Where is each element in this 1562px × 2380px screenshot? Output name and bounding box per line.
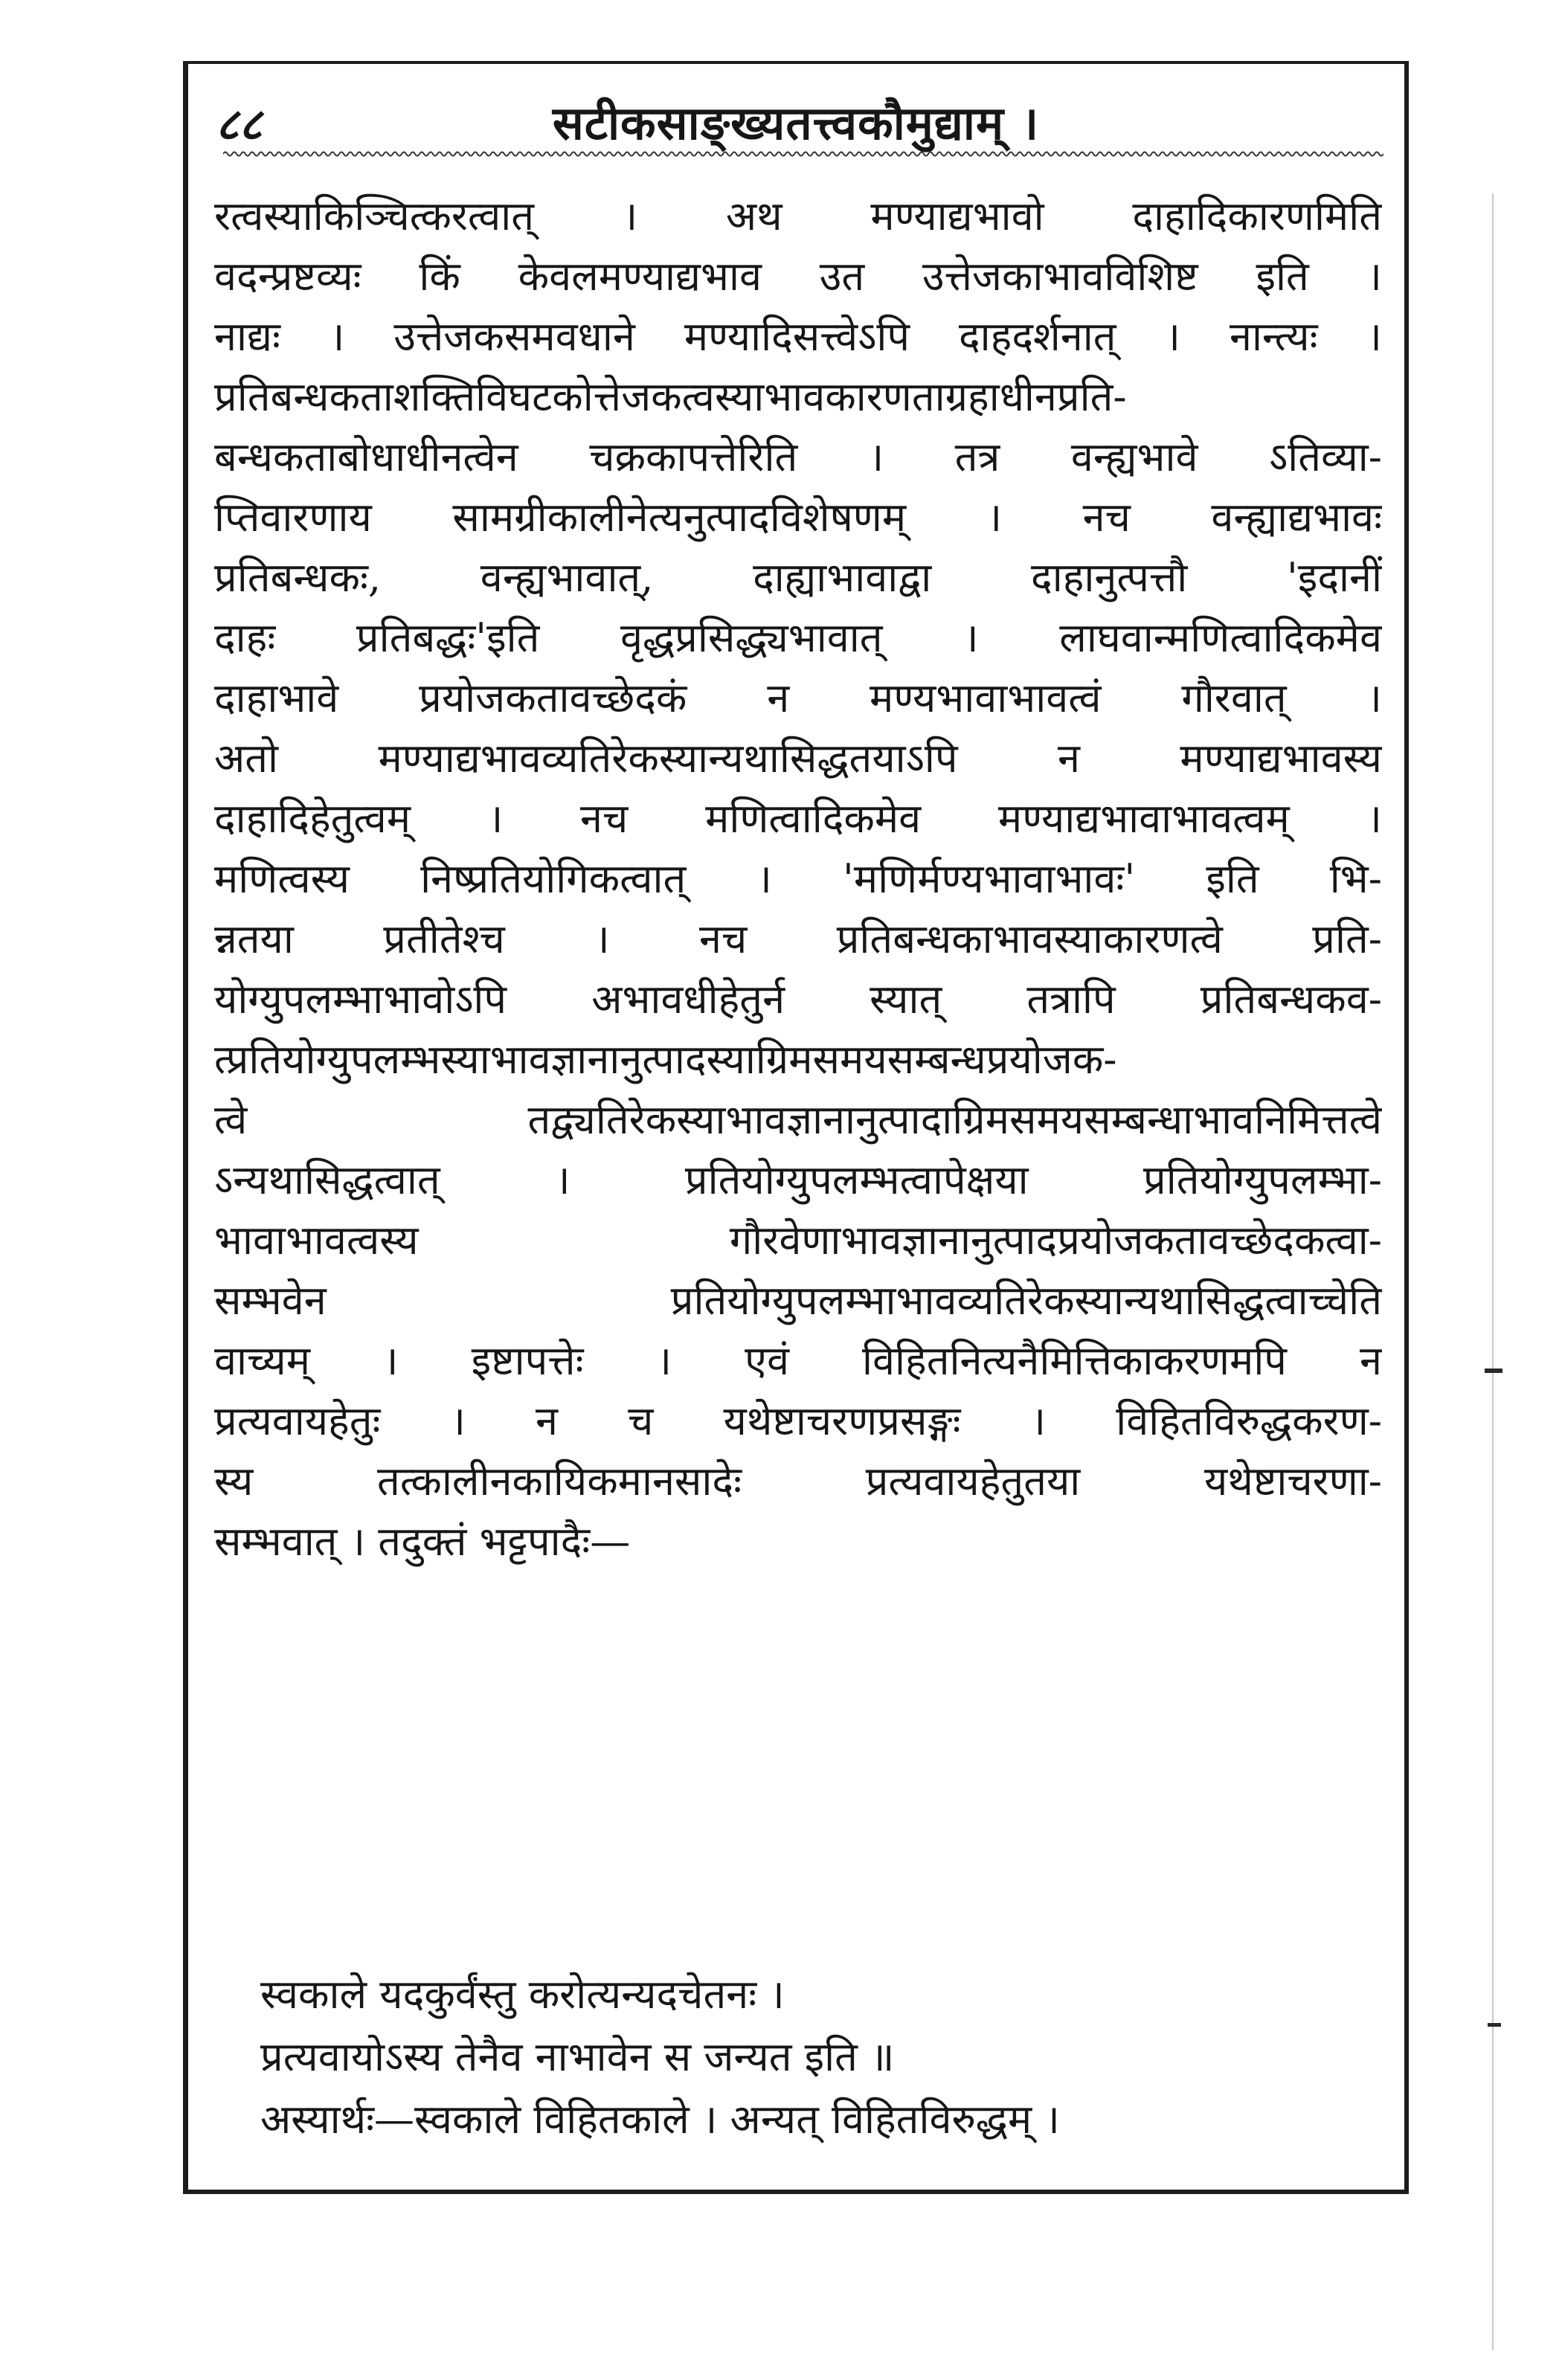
text-line: वाच्यम् । इष्टापत्तेः । एवं विहितनित्यनैमित्तिकाकरणमपि न [214, 1337, 1382, 1384]
gloss-line: अस्यार्थः—स्वकाले विहितकाले । अन्यत् विहितविरुद्धम् । [260, 2096, 1060, 2143]
text-line: दाहादिहेतुत्वम् । नच मणित्वादिकमेव मण्याद्यभावाभावत्वम् । [214, 795, 1382, 842]
text-line: नाद्यः । उत्तेजकसमवधाने मण्यादिसत्त्वेऽपि दाहदर्शनात् । नान्त्यः । [214, 313, 1382, 360]
text-line: योग्युपलम्भाभावोऽपि अभावधीहेतुर्न स्यात् तत्रापि प्रतिबन्धकव- [214, 976, 1382, 1023]
text-line: स्य तत्कालीनकायिकमानसादेः प्रत्यवायहेतुतया यथेष्टाचरणा- [214, 1458, 1382, 1505]
text-line: त्प्रतियोग्युपलम्भस्याभावज्ञानानुत्पादस्याग्रिमसमयसम्बन्धप्रयोजक- [214, 1036, 1117, 1083]
body-text [214, 186, 1382, 1572]
margin-guide-line [1492, 193, 1494, 2350]
text-line: दाहः प्रतिबद्धः'इति वृद्धप्रसिद्ध्यभावात् । लाघवान्मणित्वादिकमेव [214, 614, 1382, 661]
verse-line: स्वकाले यदकुर्वंस्तु करोत्यन्यदचेतनः । [260, 1971, 785, 2018]
text-line: सम्भवेन प्रतियोग्युपलम्भाभावव्यतिरेकस्यान्यथासिद्धत्वाच्चेति [214, 1277, 1382, 1324]
margin-mark [1485, 1368, 1502, 1373]
verse-line: प्रत्यवायोऽस्य तेनैव नाभावेन स जन्यत इति ॥ [260, 2033, 895, 2080]
margin-mark [1488, 2023, 1501, 2027]
text-line: त्वे तद्व्यतिरेकस्याभावज्ञानानुत्पादाग्रिमसमयसम्बन्धाभावनिमित्तत्वे [214, 1096, 1382, 1143]
text-line: अतो मण्याद्यभावव्यतिरेकस्यान्यथासिद्धतयाऽपि न मण्याद्यभावस्य [214, 735, 1382, 782]
text-line: भावाभावत्वस्य गौरवेणाभावज्ञानानुत्पादप्रयोजकतावच्छेदकत्वा- [214, 1217, 1382, 1264]
text-line: सम्भवात् । तदुक्तं भट्टपादैः— [214, 1518, 631, 1565]
text-line: प्रतिबन्धकः, वन्ह्यभावात्, दाह्याभावाद्वा दाहानुत्पत्तौ 'इदानीं [214, 554, 1382, 601]
page-title: सटीकसाङ्ख्यतत्त्वकौमुद्याम् । [552, 96, 1040, 150]
text-line: प्तिवारणाय सामग्रीकालीनेत्यनुत्पादविशेषणम् । नच वन्ह्याद्यभावः [214, 494, 1382, 541]
text-line: मणित्वस्य निष्प्रतियोगिकत्वात् । 'मणिर्मण्यभावाभावः' इति भि- [214, 855, 1382, 902]
page-number: ८८ [216, 99, 263, 151]
text-line: रत्वस्याकिञ्चित्करत्वात् । अथ मण्याद्यभावो दाहादिकारणमिति [214, 193, 1382, 239]
text-line: वदन्प्रष्टव्यः किं केवलमण्याद्यभाव उत उत्तेजकाभावविशिष्ट इति । [214, 253, 1382, 300]
header-wavy-rule [223, 149, 1383, 159]
text-line: न्नतया प्रतीतेश्च । नच प्रतिबन्धकाभावस्याकारणत्वे प्रति- [214, 916, 1382, 962]
text-line: प्रत्यवायहेतुः । न च यथेष्टाचरणप्रसङ्गः । विहितविरुद्धकरण- [214, 1398, 1382, 1444]
text-line: दाहाभावे प्रयोजकतावच्छेदकं न मण्यभावाभावत्वं गौरवात् । [214, 675, 1382, 721]
text-line: बन्धकताबोधाधीनत्वेन चक्रकापत्तेरिति । तत्र वन्ह्यभावे ऽतिव्या- [214, 434, 1382, 480]
text-line: ऽन्यथासिद्धत्वात् । प्रतियोग्युपलम्भत्वापेक्षया प्रतियोग्युपलम्भा- [214, 1157, 1382, 1203]
verse-block [260, 1964, 1383, 2151]
text-line: प्रतिबन्धकताशक्तिविघटकोत्तेजकत्वस्याभावकारणताग्रहाधीनप्रति- [214, 373, 1127, 420]
